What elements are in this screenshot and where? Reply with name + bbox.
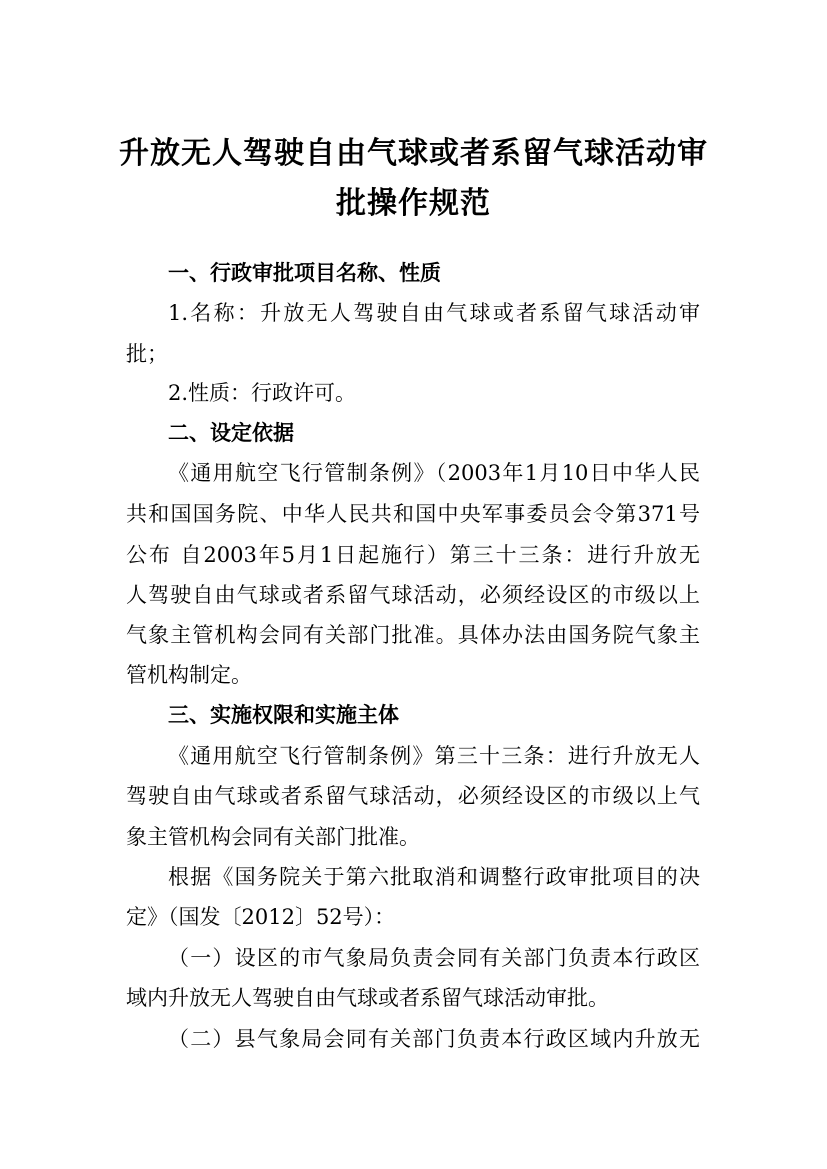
paragraph-line: （一）设区的市气象局负责会同有关部门负责本行政区: [168, 946, 700, 970]
paragraph-line: 《通用航空飞行管制条例》（2003年1月10日中华人民: [168, 461, 700, 485]
paragraph-line: 定》（国发〔2012〕52号）：: [126, 905, 396, 929]
paragraph-line: 人驾驶自由气球或者系留气球活动，必须经设区的市级以上: [126, 583, 700, 607]
paragraph-line: 《通用航空飞行管制条例》第三十三条：进行升放无人: [168, 744, 700, 768]
section-1-heading: 一、行政审批项目名称、性质: [168, 261, 441, 285]
paragraph-line: 象主管机构会同有关部门批准。: [126, 825, 420, 849]
paragraph-line: 公布 自2003年5月1日起施行）第三十三条：进行升放无: [126, 543, 700, 567]
paragraph-line: 共和国国务院、中华人民共和国中央军事委员会令第371号: [126, 502, 700, 526]
paragraph-line: 管机构制定。: [126, 663, 252, 687]
section-2-heading: 二、设定依据: [168, 421, 294, 445]
paragraph-line: （二）县气象局会同有关部门负责本行政区域内升放无: [168, 1027, 700, 1051]
document-title-line1: 升放无人驾驶自由气球或者系留气球活动审: [119, 136, 708, 171]
paragraph-line: 根据《国务院关于第六批取消和调整行政审批项目的决: [168, 865, 700, 889]
document-title-line2: 批操作规范: [336, 186, 491, 221]
paragraph-line: 批；: [126, 342, 168, 366]
paragraph-line: 驾驶自由气球或者系留气球活动，必须经设区的市级以上气: [126, 784, 700, 808]
paragraph-line: 域内升放无人驾驶自由气球或者系留气球活动审批。: [126, 986, 609, 1010]
section-3-heading: 三、实施权限和实施主体: [168, 703, 399, 727]
paragraph-line: 气象主管机构会同有关部门批准。具体办法由国务院气象主: [126, 623, 700, 647]
paragraph-line: 1.名称：升放无人驾驶自由气球或者系留气球活动审: [168, 301, 700, 325]
paragraph-line: 2.性质：行政许可。: [168, 381, 357, 405]
